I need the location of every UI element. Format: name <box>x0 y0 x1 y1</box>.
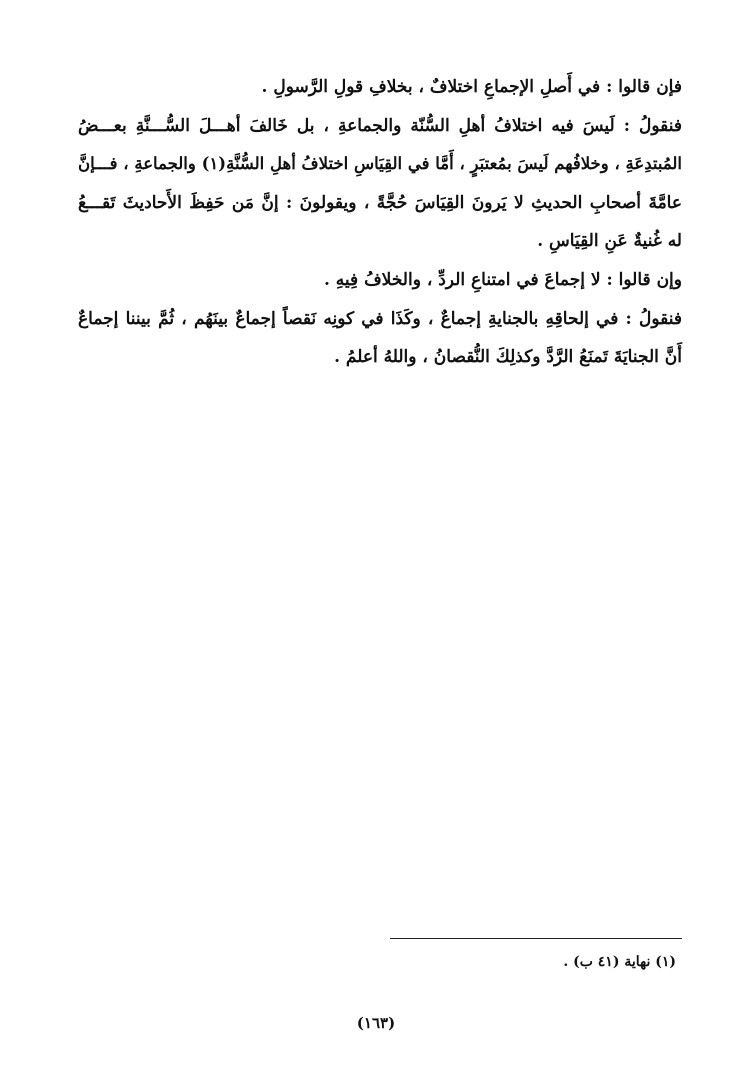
text-line: أَنَّ الجنايَةَ تَمنَعُ الرَّدَّ وكذلِكَ النُّقصانُ ، واللهُ أعلمُ . <box>334 347 682 368</box>
paragraph-2 <box>78 107 700 261</box>
paragraph-3 <box>78 261 700 300</box>
text-line: عامَّةَ أصحابِ الحديثِ لا يَرونَ القِيَاسَ حُجَّةً ، ويقولونَ : إنَّ مَن حَفِظَ الأَحاديثَ تَقـــعُ <box>78 192 682 213</box>
text-line: فإن قالوا : في أَصلِ الإجماعِ اختلافٌ ، بخلافِ قولِ الرَّسولِ . <box>261 77 682 97</box>
paragraph-1 <box>78 68 700 107</box>
page-number: (١٦٣) <box>356 1014 396 1032</box>
footnote-separator <box>390 938 682 939</box>
footnote: (١) نهاية (٤١ ب) . <box>563 954 676 970</box>
paragraph-4 <box>78 300 700 377</box>
text-line: وإن قالوا : لا إجماعَ في امتناعِ الردِّ ، والخلافُ فِيهِ . <box>323 269 682 290</box>
text-line: فنقولُ : لَيسَ فيه اختلافُ أهلِ السُّنّة والجماعةِ ، بل خَالفَ أهـــلَ السُّـــنَّةِ بعـــضُ <box>78 115 682 136</box>
main-text-block <box>78 68 700 377</box>
text-line: المُبتدِعَةِ ، وخلافُهم لَيسَ بمُعتبَرٍ ، أَمَّا في القِيَاسِ اختلافُ أهلِ السُّنَّةِ(١) والجماعةِ ، فـــإنَّ <box>78 154 683 174</box>
text-line: فنقولُ : في إلحاقِهِ بالجنايةِ إجماعٌ ، وكَذَا في كونِه نَقصاً إجماعٌ بينَهُم ، ثُمَّ بيننا إجماعٌ <box>78 308 682 329</box>
text-line: له غُنيةٌ عَنِ القِيَاسِ . <box>537 231 682 252</box>
